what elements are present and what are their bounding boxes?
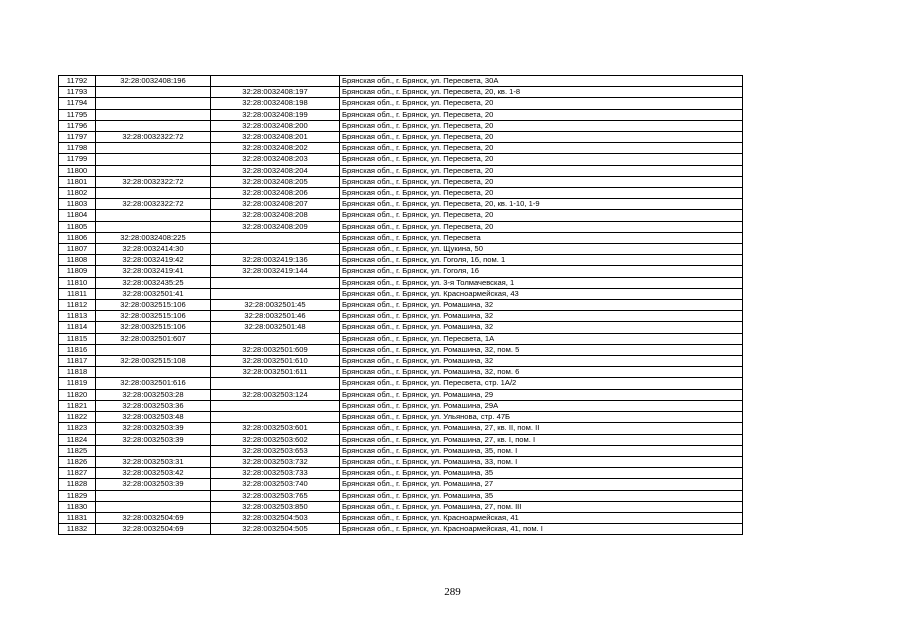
- object-cadastral-number-cell: 32:28:0032408:200: [211, 120, 340, 131]
- object-cadastral-number-cell: [211, 412, 340, 423]
- address-cell: Брянская обл., г. Брянск, ул. Ромашина, 29: [340, 389, 743, 400]
- table-row: [59, 445, 743, 456]
- table-row: [59, 176, 743, 187]
- land-cadastral-number-cell: [96, 221, 211, 232]
- land-cadastral-number-cell: [96, 445, 211, 456]
- row-number-cell: 11822: [59, 412, 96, 423]
- address-cell: Брянская обл., г. Брянск, ул. Ромашина, 32: [340, 300, 743, 311]
- address-cell: Брянская обл., г. Брянск, ул. Красноармейская, 41: [340, 512, 743, 523]
- address-cell: Брянская обл., г. Брянск, ул. Ромашина, 35: [340, 490, 743, 501]
- land-cadastral-number-cell: 32:28:0032501:616: [96, 378, 211, 389]
- address-cell: Брянская обл., г. Брянск, ул. Пересвета: [340, 232, 743, 243]
- object-cadastral-number-cell: 32:28:0032501:611: [211, 367, 340, 378]
- table-row: [59, 255, 743, 266]
- row-number-cell: 11823: [59, 423, 96, 434]
- row-number-cell: 11810: [59, 277, 96, 288]
- land-cadastral-number-cell: [96, 188, 211, 199]
- address-cell: Брянская обл., г. Брянск, ул. Ромашина, 27, пом. III: [340, 501, 743, 512]
- row-number-cell: 11796: [59, 120, 96, 131]
- table-row: [59, 322, 743, 333]
- table-row: [59, 311, 743, 322]
- table-row: [59, 378, 743, 389]
- table-row: [59, 423, 743, 434]
- land-cadastral-number-cell: 32:28:0032504:69: [96, 524, 211, 535]
- object-cadastral-number-cell: 32:28:0032408:197: [211, 87, 340, 98]
- table-row: [59, 143, 743, 154]
- row-number-cell: 11797: [59, 132, 96, 143]
- address-cell: Брянская обл., г. Брянск, ул. Ромашина, 32: [340, 311, 743, 322]
- land-cadastral-number-cell: 32:28:0032515:108: [96, 356, 211, 367]
- object-cadastral-number-cell: [211, 400, 340, 411]
- address-cell: Брянская обл., г. Брянск, ул. Ромашина, 32: [340, 356, 743, 367]
- land-cadastral-number-cell: 32:28:0032504:69: [96, 512, 211, 523]
- address-cell: Брянская обл., г. Брянск, ул. Пересвета, 30А: [340, 76, 743, 87]
- address-cell: Брянская обл., г. Брянск, ул. Щукина, 50: [340, 244, 743, 255]
- land-cadastral-number-cell: [96, 501, 211, 512]
- address-cell: Брянская обл., г. Брянск, ул. Пересвета, 20, кв. 1-8: [340, 87, 743, 98]
- object-cadastral-number-cell: 32:28:0032503:601: [211, 423, 340, 434]
- table-row: [59, 188, 743, 199]
- table-row: [59, 109, 743, 120]
- table-row: [59, 232, 743, 243]
- address-cell: Брянская обл., г. Брянск, ул. Пересвета, 20: [340, 188, 743, 199]
- address-cell: Брянская обл., г. Брянск, ул. Пересвета, 20, кв. 1-10, 1-9: [340, 199, 743, 210]
- table-row: [59, 165, 743, 176]
- address-cell: Брянская обл., г. Брянск, ул. 3-я Толмачевская, 1: [340, 277, 743, 288]
- row-number-cell: 11825: [59, 445, 96, 456]
- address-cell: Брянская обл., г. Брянск, ул. Пересвета, 20: [340, 143, 743, 154]
- address-cell: Брянская обл., г. Брянск, ул. Ромашина, 27: [340, 479, 743, 490]
- land-cadastral-number-cell: 32:28:0032503:39: [96, 479, 211, 490]
- row-number-cell: 11792: [59, 76, 96, 87]
- row-number-cell: 11827: [59, 468, 96, 479]
- land-cadastral-number-cell: 32:28:0032503:28: [96, 389, 211, 400]
- row-number-cell: 11799: [59, 154, 96, 165]
- address-cell: Брянская обл., г. Брянск, ул. Ромашина, 35, пом. I: [340, 445, 743, 456]
- table-row: [59, 490, 743, 501]
- land-cadastral-number-cell: 32:28:0032503:36: [96, 400, 211, 411]
- land-cadastral-number-cell: 32:28:0032501:41: [96, 288, 211, 299]
- table-row: [59, 199, 743, 210]
- object-cadastral-number-cell: 32:28:0032503:124: [211, 389, 340, 400]
- object-cadastral-number-cell: [211, 232, 340, 243]
- row-number-cell: 11802: [59, 188, 96, 199]
- object-cadastral-number-cell: [211, 288, 340, 299]
- table-row: [59, 456, 743, 467]
- table-row: [59, 266, 743, 277]
- object-cadastral-number-cell: 32:28:0032501:609: [211, 344, 340, 355]
- object-cadastral-number-cell: 32:28:0032419:136: [211, 255, 340, 266]
- table-row: [59, 501, 743, 512]
- object-cadastral-number-cell: 32:28:0032408:202: [211, 143, 340, 154]
- land-cadastral-number-cell: [96, 87, 211, 98]
- address-cell: Брянская обл., г. Брянск, ул. Пересвета, 20: [340, 165, 743, 176]
- land-cadastral-number-cell: 32:28:0032322:72: [96, 199, 211, 210]
- row-number-cell: 11817: [59, 356, 96, 367]
- page-number: 289: [444, 586, 461, 598]
- address-cell: Брянская обл., г. Брянск, ул. Пересвета, стр. 1А/2: [340, 378, 743, 389]
- row-number-cell: 11831: [59, 512, 96, 523]
- table-row: [59, 412, 743, 423]
- object-cadastral-number-cell: 32:28:0032501:610: [211, 356, 340, 367]
- land-cadastral-number-cell: [96, 344, 211, 355]
- row-number-cell: 11826: [59, 456, 96, 467]
- row-number-cell: 11821: [59, 400, 96, 411]
- row-number-cell: 11814: [59, 322, 96, 333]
- table-row: [59, 277, 743, 288]
- row-number-cell: 11811: [59, 288, 96, 299]
- row-number-cell: 11813: [59, 311, 96, 322]
- address-cell: Брянская обл., г. Брянск, ул. Ромашина, 32, пом. 6: [340, 367, 743, 378]
- table-row: [59, 367, 743, 378]
- address-cell: Брянская обл., г. Брянск, ул. Красноармейская, 41, пом. I: [340, 524, 743, 535]
- object-cadastral-number-cell: [211, 333, 340, 344]
- object-cadastral-number-cell: 32:28:0032408:199: [211, 109, 340, 120]
- object-cadastral-number-cell: [211, 244, 340, 255]
- object-cadastral-number-cell: 32:28:0032419:144: [211, 266, 340, 277]
- row-number-cell: 11808: [59, 255, 96, 266]
- address-cell: Брянская обл., г. Брянск, ул. Пересвета, 20: [340, 154, 743, 165]
- object-cadastral-number-cell: [211, 277, 340, 288]
- land-cadastral-number-cell: [96, 120, 211, 131]
- row-number-cell: 11809: [59, 266, 96, 277]
- table-row: [59, 468, 743, 479]
- address-cell: Брянская обл., г. Брянск, ул. Пересвета, 20: [340, 132, 743, 143]
- object-cadastral-number-cell: 32:28:0032504:503: [211, 512, 340, 523]
- object-cadastral-number-cell: 32:28:0032501:45: [211, 300, 340, 311]
- address-cell: Брянская обл., г. Брянск, ул. Ромашина, 32, пом. 5: [340, 344, 743, 355]
- row-number-cell: 11830: [59, 501, 96, 512]
- land-cadastral-number-cell: 32:28:0032503:42: [96, 468, 211, 479]
- land-cadastral-number-cell: 32:28:0032435:25: [96, 277, 211, 288]
- land-cadastral-number-cell: 32:28:0032408:196: [96, 76, 211, 87]
- table-row: [59, 512, 743, 523]
- land-cadastral-number-cell: 32:28:0032414:30: [96, 244, 211, 255]
- row-number-cell: 11819: [59, 378, 96, 389]
- land-cadastral-number-cell: [96, 367, 211, 378]
- land-cadastral-number-cell: 32:28:0032408:225: [96, 232, 211, 243]
- row-number-cell: 11816: [59, 344, 96, 355]
- land-cadastral-number-cell: 32:28:0032322:72: [96, 176, 211, 187]
- row-number-cell: 11832: [59, 524, 96, 535]
- table-row: [59, 210, 743, 221]
- address-cell: Брянская обл., г. Брянск, ул. Пересвета, 20: [340, 210, 743, 221]
- land-cadastral-number-cell: [96, 210, 211, 221]
- object-cadastral-number-cell: 32:28:0032503:653: [211, 445, 340, 456]
- table-row: [59, 479, 743, 490]
- address-cell: Брянская обл., г. Брянск, ул. Пересвета, 1А: [340, 333, 743, 344]
- object-cadastral-number-cell: 32:28:0032408:203: [211, 154, 340, 165]
- object-cadastral-number-cell: 32:28:0032408:209: [211, 221, 340, 232]
- row-number-cell: 11828: [59, 479, 96, 490]
- table-row: [59, 288, 743, 299]
- object-cadastral-number-cell: 32:28:0032503:732: [211, 456, 340, 467]
- land-cadastral-number-cell: [96, 154, 211, 165]
- address-cell: Брянская обл., г. Брянск, ул. Пересвета, 20: [340, 221, 743, 232]
- row-number-cell: 11824: [59, 434, 96, 445]
- object-cadastral-number-cell: 32:28:0032408:207: [211, 199, 340, 210]
- table-row: [59, 244, 743, 255]
- table-row: [59, 389, 743, 400]
- table-row: [59, 333, 743, 344]
- row-number-cell: 11807: [59, 244, 96, 255]
- table-row: [59, 132, 743, 143]
- land-cadastral-number-cell: 32:28:0032503:39: [96, 434, 211, 445]
- address-cell: Брянская обл., г. Брянск, ул. Гоголя, 16, пом. 1: [340, 255, 743, 266]
- object-cadastral-number-cell: 32:28:0032408:204: [211, 165, 340, 176]
- object-cadastral-number-cell: 32:28:0032408:206: [211, 188, 340, 199]
- land-cadastral-number-cell: 32:28:0032419:42: [96, 255, 211, 266]
- object-cadastral-number-cell: 32:28:0032408:201: [211, 132, 340, 143]
- land-cadastral-number-cell: 32:28:0032503:39: [96, 423, 211, 434]
- address-cell: Брянская обл., г. Брянск, ул. Пересвета, 20: [340, 176, 743, 187]
- object-cadastral-number-cell: 32:28:0032408:208: [211, 210, 340, 221]
- land-cadastral-number-cell: 32:28:0032515:106: [96, 322, 211, 333]
- row-number-cell: 11806: [59, 232, 96, 243]
- land-cadastral-number-cell: 32:28:0032322:72: [96, 132, 211, 143]
- table-row: [59, 356, 743, 367]
- table-row: [59, 98, 743, 109]
- land-cadastral-number-cell: 32:28:0032503:31: [96, 456, 211, 467]
- land-cadastral-number-cell: [96, 98, 211, 109]
- cadastral-table: [58, 75, 743, 535]
- land-cadastral-number-cell: [96, 165, 211, 176]
- address-cell: Брянская обл., г. Брянск, ул. Ромашина, 27, кв. I, пом. I: [340, 434, 743, 445]
- object-cadastral-number-cell: 32:28:0032501:48: [211, 322, 340, 333]
- land-cadastral-number-cell: 32:28:0032515:106: [96, 300, 211, 311]
- row-number-cell: 11801: [59, 176, 96, 187]
- table-row: [59, 120, 743, 131]
- object-cadastral-number-cell: 32:28:0032501:46: [211, 311, 340, 322]
- land-cadastral-number-cell: 32:28:0032515:106: [96, 311, 211, 322]
- table-row: [59, 300, 743, 311]
- land-cadastral-number-cell: [96, 109, 211, 120]
- address-cell: Брянская обл., г. Брянск, ул. Ромашина, 27, кв. II, пом. II: [340, 423, 743, 434]
- row-number-cell: 11820: [59, 389, 96, 400]
- table-body: [59, 76, 743, 535]
- table-row: [59, 434, 743, 445]
- object-cadastral-number-cell: [211, 76, 340, 87]
- row-number-cell: 11812: [59, 300, 96, 311]
- object-cadastral-number-cell: 32:28:0032503:602: [211, 434, 340, 445]
- object-cadastral-number-cell: 32:28:0032408:198: [211, 98, 340, 109]
- row-number-cell: 11803: [59, 199, 96, 210]
- table-row: [59, 400, 743, 411]
- address-cell: Брянская обл., г. Брянск, ул. Пересвета, 20: [340, 120, 743, 131]
- row-number-cell: 11795: [59, 109, 96, 120]
- object-cadastral-number-cell: 32:28:0032503:850: [211, 501, 340, 512]
- land-cadastral-number-cell: [96, 143, 211, 154]
- row-number-cell: 11798: [59, 143, 96, 154]
- object-cadastral-number-cell: [211, 378, 340, 389]
- row-number-cell: 11815: [59, 333, 96, 344]
- table-row: [59, 76, 743, 87]
- land-cadastral-number-cell: 32:28:0032419:41: [96, 266, 211, 277]
- object-cadastral-number-cell: 32:28:0032408:205: [211, 176, 340, 187]
- row-number-cell: 11793: [59, 87, 96, 98]
- table-row: [59, 154, 743, 165]
- row-number-cell: 11800: [59, 165, 96, 176]
- row-number-cell: 11818: [59, 367, 96, 378]
- table-row: [59, 344, 743, 355]
- row-number-cell: 11794: [59, 98, 96, 109]
- object-cadastral-number-cell: 32:28:0032503:740: [211, 479, 340, 490]
- object-cadastral-number-cell: 32:28:0032503:733: [211, 468, 340, 479]
- row-number-cell: 11805: [59, 221, 96, 232]
- address-cell: Брянская обл., г. Брянск, ул. Гоголя, 16: [340, 266, 743, 277]
- table-row: [59, 524, 743, 535]
- object-cadastral-number-cell: 32:28:0032504:505: [211, 524, 340, 535]
- object-cadastral-number-cell: 32:28:0032503:765: [211, 490, 340, 501]
- row-number-cell: 11804: [59, 210, 96, 221]
- land-cadastral-number-cell: [96, 490, 211, 501]
- table-row: [59, 87, 743, 98]
- address-cell: Брянская обл., г. Брянск, ул. Ромашина, 32: [340, 322, 743, 333]
- address-cell: Брянская обл., г. Брянск, ул. Ромашина, 29А: [340, 400, 743, 411]
- land-cadastral-number-cell: 32:28:0032503:48: [96, 412, 211, 423]
- address-cell: Брянская обл., г. Брянск, ул. Красноармейская, 43: [340, 288, 743, 299]
- address-cell: Брянская обл., г. Брянск, ул. Ромашина, 33, пом. I: [340, 456, 743, 467]
- address-cell: Брянская обл., г. Брянск, ул. Ульянова, стр. 47Б: [340, 412, 743, 423]
- land-cadastral-number-cell: 32:28:0032501:607: [96, 333, 211, 344]
- table-row: [59, 221, 743, 232]
- address-cell: Брянская обл., г. Брянск, ул. Ромашина, 35: [340, 468, 743, 479]
- address-cell: Брянская обл., г. Брянск, ул. Пересвета, 20: [340, 98, 743, 109]
- row-number-cell: 11829: [59, 490, 96, 501]
- address-cell: Брянская обл., г. Брянск, ул. Пересвета, 20: [340, 109, 743, 120]
